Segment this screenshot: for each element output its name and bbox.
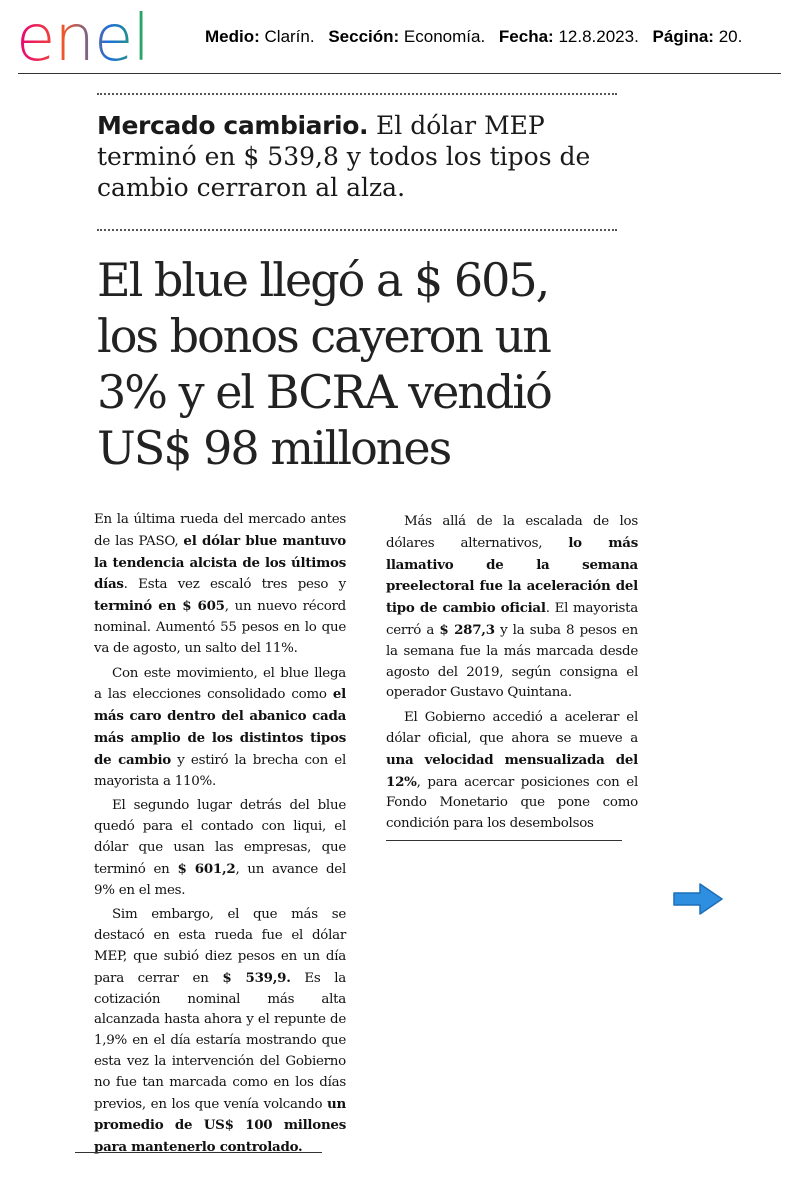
headline-line: los bonos cayeron un [97,309,550,363]
paragraph-bold: un promedio de US$ 100 millones para mantenerlo controlado. [94,1095,346,1156]
article-headline [97,252,657,476]
column-end-rule [386,840,622,841]
paragraph-bold: terminó en $ 605 [94,598,225,615]
pagina-value: 20. [718,27,743,46]
paragraph-text: , un avance del 9% en el mes. [94,861,346,898]
enel-logo [16,4,182,66]
paragraph-text: , para acercar posiciones con el Fondo Monetario que pone como condición para los desembolsos [386,774,638,832]
article-paragraph [386,512,638,704]
paragraph-text: y la suba 8 pesos en la semana fue la más marcada desde agosto del 2019, según consigna el operador Gustavo Quintana. [386,622,638,701]
dotted-divider-top [97,93,617,95]
headline-line: El blue llegó a $ 605, [97,253,549,307]
paragraph-bold: el más caro dentro del abanico cada más amplio de los distintos tipos de cambio [94,686,346,768]
page-end-rule [75,1152,322,1153]
paragraph-text: Sim embargo, el que más se destacó en esta rueda fue el dólar MEP, que subió diez pesos en un día para cerrar en [94,907,346,986]
article-paragraph [386,708,638,835]
fecha-value: 12.8.2023. [558,27,639,46]
clipping-metadata [205,27,790,47]
article-kicker [97,110,637,203]
paragraph-text: Más allá de la escalada de los dólares alternativos, [386,514,638,551]
paragraph-bold: $ 287,3 [439,621,495,638]
fecha-label: Fecha: [498,27,554,46]
seccion-value: Economía. [403,27,486,46]
seccion-label: Sección: [328,27,400,46]
paragraph-bold: $ 539,9. [222,969,291,986]
paragraph-text: El Gobierno accedió a acelerar el dólar oficial, que ahora se mueve a [386,710,638,746]
paragraph-text: , un nuevo récord nominal. Aumentó 55 pesos en lo que va de agosto, un salto del 11%. [94,599,346,656]
paragraph-text: Es la cotización nominal más alta alcanzada hasta ahora y el repunte de 1,9% en el día estaría mostrando que esta vez la intervención del Gobierno no fue tan marcada como en los días previos, en los que venía volcando [94,970,347,1112]
medio-label: Medio: [205,27,260,46]
paragraph-bold: $ 601,2 [177,860,236,877]
header-divider [18,73,781,74]
article-paragraph [94,510,346,660]
article-column-left [94,510,346,1163]
article-paragraph [94,664,346,793]
headline-line: 3% y el BCRA vendió [97,365,551,419]
paragraph-bold: una velocidad mensualizada del 12% [386,751,638,790]
paragraph-bold: el dólar blue mantuvo la tendencia alcista de los últimos días [94,532,346,593]
paragraph-text: El segundo lugar detrás del blue quedó para el contado con liqui, el dólar que usan las empresas, que terminó en [94,798,346,877]
arrow-right-icon[interactable] [672,882,724,916]
medio-value: Clarín. [264,27,315,46]
kicker-text: El dólar MEP terminó en $ 539,8 y todos los tipos de cambio cerraron al alza. [97,111,591,202]
paragraph-text: . Esta vez escaló tres peso y [123,577,346,593]
paragraph-text: . El mayorista cerró a [386,601,638,638]
pagina-label: Página: [652,27,714,46]
paragraph-text: y estiró la brecha con el mayorista a 110%. [94,752,346,789]
dotted-divider-bottom [97,229,617,231]
kicker-lead: Mercado cambiario. [97,111,369,140]
paragraph-text: Con este movimiento, el blue llega a las elecciones consolidado como [94,665,346,703]
headline-line: US$ 98 millones [97,421,451,475]
paragraph-bold: lo más llamativo de la semana preelectoral fue la aceleración del tipo de cambio oficial [386,534,638,617]
logo-text: enel [16,4,150,66]
article-column-right [386,512,638,839]
article-paragraph [94,796,346,901]
article-paragraph [94,905,346,1159]
paragraph-text: En la última rueda del mercado antes de las PASO, [94,512,346,549]
